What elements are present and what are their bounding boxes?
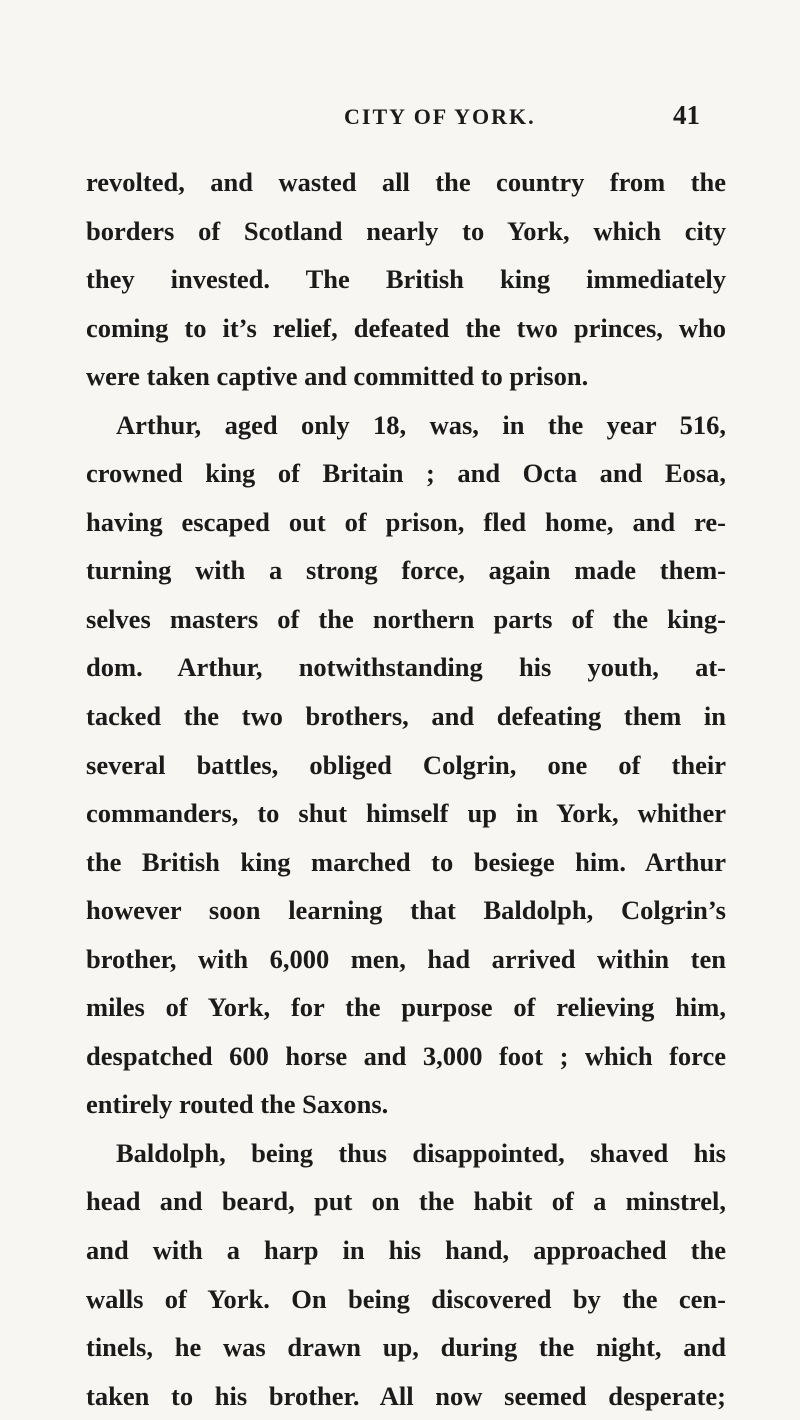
text-line: miles of York, for the purpose of relieving him, bbox=[86, 992, 726, 1023]
text-line: Arthur, aged only 18, was, in the year 516, bbox=[116, 409, 726, 440]
text-line: selves masters of the northern parts of the king- bbox=[86, 603, 726, 634]
text-line: brother, with 6,000 men, had arrived within ten bbox=[86, 943, 726, 974]
text-line: taken to his brother. All now seemed desperate; bbox=[86, 1380, 726, 1411]
text-line: crowned king of Britain ; and Octa and Eosa, bbox=[86, 458, 726, 489]
text-line: entirely routed the Saxons. bbox=[86, 1089, 389, 1120]
text-line: however soon learning that Baldolph, Colgrin’s bbox=[86, 895, 726, 926]
text-line: coming to it’s relief, defeated the two princes, who bbox=[86, 312, 726, 343]
body-text bbox=[86, 158, 726, 1420]
text-line: they invested. The British king immediately bbox=[86, 264, 726, 295]
text-line: dom. Arthur, notwithstanding his youth, at- bbox=[86, 652, 726, 683]
text-line: several battles, obliged Colgrin, one of their bbox=[86, 749, 726, 780]
running-title: CITY OF YORK. bbox=[344, 104, 536, 129]
text-line: and with a harp in his hand, approached the bbox=[86, 1235, 726, 1266]
running-head bbox=[300, 100, 720, 136]
text-line: having escaped out of prison, fled home, and re- bbox=[86, 506, 726, 537]
text-line: revolted, and wasted all the country from the bbox=[86, 167, 726, 197]
text-line: despatched 600 horse and 3,000 foot ; which force bbox=[86, 1040, 726, 1071]
text-line: tacked the two brothers, and defeating them in bbox=[86, 701, 726, 732]
text-line: commanders, to shut himself up in York, whither bbox=[86, 798, 726, 829]
text-line: the British king marched to besiege him. Arthur bbox=[86, 846, 726, 877]
text-line: turning with a strong force, again made them- bbox=[86, 555, 726, 586]
text-line: borders of Scotland nearly to York, which city bbox=[86, 215, 726, 246]
text-line: head and beard, put on the habit of a minstrel, bbox=[86, 1186, 726, 1217]
page-number: 41 bbox=[673, 100, 700, 130]
text-line: were taken captive and committed to prison. bbox=[86, 361, 589, 392]
text-line: Baldolph, being thus disappointed, shaved his bbox=[116, 1137, 726, 1168]
text-line: walls of York. On being discovered by the cen- bbox=[86, 1283, 726, 1314]
text-line: tinels, he was drawn up, during the night, and bbox=[86, 1332, 726, 1363]
